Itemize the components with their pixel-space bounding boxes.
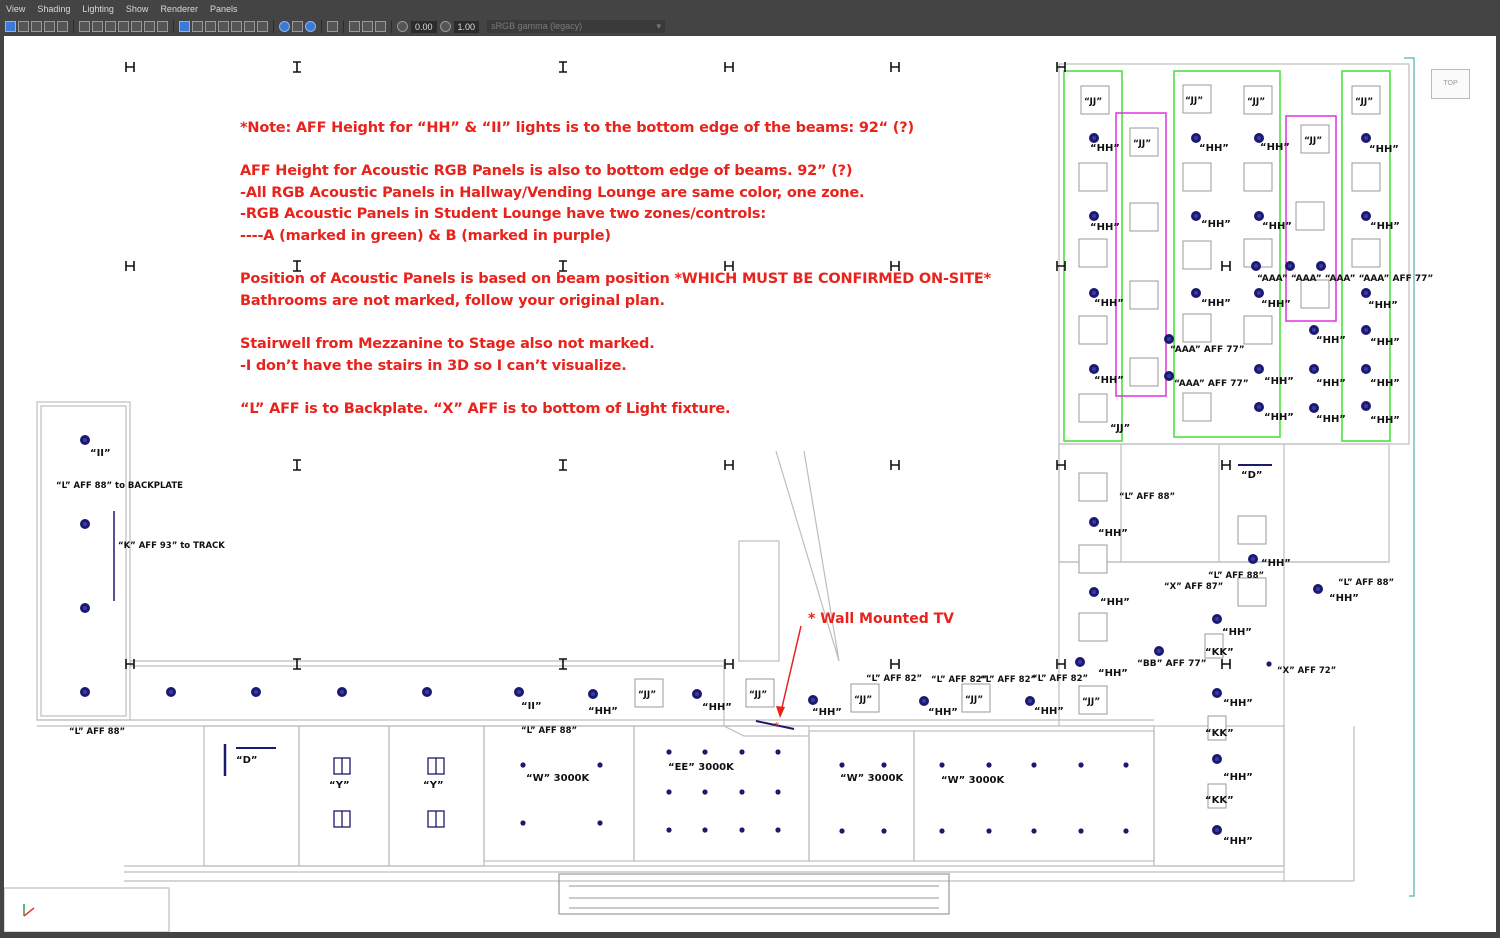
downlight <box>881 828 886 833</box>
note-line-11: -I don’t have the stairs in 3D so I can’t visualize. <box>240 357 627 374</box>
label-jj-c4: “JJ” <box>965 695 984 705</box>
label-y-1: “Y” <box>329 780 350 791</box>
label-hh-r2: “HH” <box>1261 558 1291 569</box>
downlight <box>739 789 744 794</box>
light-fixture <box>1309 364 1319 374</box>
note-line-13: “L” AFF is to Backplate. “X” AFF is to bottom of Light fixture. <box>240 400 731 417</box>
light-fixture <box>1089 364 1099 374</box>
downlight <box>702 789 707 794</box>
downlight <box>1031 762 1036 767</box>
note-line-12 <box>240 377 991 399</box>
downlights <box>520 661 1271 833</box>
light-fixture <box>1361 133 1371 143</box>
menu-renderer[interactable]: Renderer <box>160 4 198 14</box>
label-hh-c3: “HH” <box>812 707 842 718</box>
light-fixture <box>1254 364 1264 374</box>
label-jj-1: “JJ” <box>1084 97 1103 107</box>
label-hh-t18: “HH” <box>1370 378 1400 389</box>
bookmarks-icon[interactable] <box>31 21 42 32</box>
toolbar-separator <box>343 20 344 33</box>
note-line-4: -RGB Acoustic Panels in Student Lounge have two zones/controls: <box>240 206 766 223</box>
downlight <box>702 749 707 754</box>
shadows-icon[interactable] <box>257 21 268 32</box>
field-chart-icon[interactable] <box>144 21 155 32</box>
gamma-icon[interactable] <box>440 21 451 32</box>
label-l88-left: “L” AFF 88” <box>69 727 126 737</box>
label-jj-c2: “JJ” <box>749 690 768 700</box>
downlight <box>739 749 744 754</box>
acoustic-panel <box>1352 163 1380 191</box>
downlight <box>1031 828 1036 833</box>
light-fixture <box>1154 646 1164 656</box>
light-fixture <box>251 687 261 697</box>
downlight <box>775 789 780 794</box>
light-fixture <box>1089 133 1099 143</box>
beam-marker-h <box>891 62 899 72</box>
viewcube[interactable]: TOP <box>1431 69 1470 99</box>
beam-marker-h <box>891 659 899 669</box>
label-hh-t12: “HH” <box>1368 300 1398 311</box>
notes-block <box>240 118 991 420</box>
beam-marker-i <box>293 62 301 72</box>
light-fixture <box>1316 261 1326 271</box>
acoustic-panel <box>1183 241 1211 269</box>
light-fixture <box>808 695 818 705</box>
acoustic-panel <box>1079 394 1107 422</box>
bottom-frame <box>0 932 1500 938</box>
beam-marker-h <box>725 460 733 470</box>
label-jj-c3: “JJ” <box>854 695 873 705</box>
label-l82-4: “L” AFF 82” <box>1032 674 1089 684</box>
toolbar-separator <box>173 20 174 33</box>
label-l82-1: “L” AFF 82” <box>866 674 923 684</box>
label-kk-1: “KK” <box>1205 647 1234 658</box>
label-kk-2: “KK” <box>1205 728 1234 739</box>
label-hh-t19: “HH” <box>1264 412 1294 423</box>
light-fixture <box>1309 403 1319 413</box>
light-fixture <box>1075 657 1085 667</box>
light-fixture <box>80 519 90 529</box>
light-fixture <box>1164 371 1174 381</box>
light-fixture <box>919 696 929 706</box>
light-fixture <box>1164 334 1174 344</box>
acoustic-panel <box>1183 393 1211 421</box>
label-jj-6: “JJ” <box>1304 136 1323 146</box>
label-l-backplate: “L” AFF 88” to BACKPLATE <box>56 481 183 491</box>
light-fixture <box>1361 401 1371 411</box>
acoustic-panel <box>1079 316 1107 344</box>
label-x72: “X” AFF 72” <box>1277 666 1337 676</box>
film-gate-icon[interactable] <box>105 21 116 32</box>
beam-marker-h <box>1057 659 1065 669</box>
note-line-8: Bathrooms are not marked, follow your original plan. <box>240 292 665 309</box>
menu-shading[interactable]: Shading <box>37 4 71 14</box>
light-fixture <box>1212 614 1222 624</box>
note-line-3: -All RGB Acoustic Panels in Hallway/Vending Lounge are same color, one zone. <box>240 184 865 201</box>
beam-marker-i <box>559 460 567 470</box>
label-ii: “II” <box>90 448 111 459</box>
downlight <box>739 827 744 832</box>
light-fixture <box>1191 211 1201 221</box>
light-fixture <box>1313 584 1323 594</box>
acoustic-panel <box>1130 358 1158 386</box>
note-line-7: Position of Acoustic Panels is based on beam position *WHICH MUST BE CONFIRMED ON-SITE* <box>240 271 992 288</box>
downlight <box>702 827 707 832</box>
label-ee: “EE” 3000K <box>668 762 734 773</box>
safe-action-icon[interactable] <box>157 21 168 32</box>
downlight <box>1123 828 1128 833</box>
label-jj-5: “JJ” <box>1133 139 1152 149</box>
panel-toolbar <box>0 18 1500 35</box>
light-fixture <box>1248 554 1258 564</box>
label-hh-r7: “HH” <box>1223 698 1253 709</box>
aa-icon[interactable] <box>362 21 373 32</box>
label-hh-r8: “HH” <box>1223 772 1253 783</box>
light-fixture <box>588 689 598 699</box>
label-hh-r5: “HH” <box>1222 627 1252 638</box>
downlight <box>520 820 525 825</box>
label-w-3: “W” 3000K <box>941 775 1005 786</box>
light-fixture <box>1089 288 1099 298</box>
label-hh-t7: “HH” <box>1262 221 1292 232</box>
light-fixture <box>166 687 176 697</box>
light-fixture <box>1361 364 1371 374</box>
menu-panels[interactable]: Panels <box>209 4 238 14</box>
exposure-field[interactable]: 0.00 <box>411 21 437 33</box>
acoustic-panel <box>1183 163 1211 191</box>
label-hh-t10: “HH” <box>1201 298 1231 309</box>
label-x87: “X” AFF 87” <box>1164 582 1224 592</box>
label-hh-t11: “HH” <box>1261 299 1291 310</box>
label-hh-t15: “HH” <box>1094 375 1124 386</box>
downlight <box>597 820 602 825</box>
light-fixture <box>1361 288 1371 298</box>
cursor-icon[interactable] <box>327 21 338 32</box>
light-fixture <box>337 687 347 697</box>
toolbar-separator <box>321 20 322 33</box>
tv-marker: * <box>774 720 780 733</box>
label-hh-t17: “HH” <box>1316 378 1346 389</box>
downlight <box>1123 762 1128 767</box>
downlight <box>839 828 844 833</box>
note-line-2: AFF Height for Acoustic RGB Panels is also to bottom edge of beams. 92” (?) <box>240 163 853 180</box>
acoustic-panel <box>1238 516 1266 544</box>
note-line-1 <box>240 140 991 162</box>
acoustic-panel <box>1301 280 1329 308</box>
gate-mask-icon[interactable] <box>131 21 142 32</box>
toolbar-separator <box>391 20 392 33</box>
label-k-track: “K” AFF 93” to TRACK <box>118 541 225 551</box>
light-fixture <box>514 687 524 697</box>
resolution-gate-icon[interactable] <box>118 21 129 32</box>
downlight <box>666 749 671 754</box>
light-fixture <box>1212 754 1222 764</box>
label-hh-t14: “HH” <box>1370 337 1400 348</box>
beam-marker-i <box>293 460 301 470</box>
wall-mounted-tv-label: * Wall Mounted TV <box>808 611 955 627</box>
color-space-value: sRGB gamma (legacy) <box>491 21 583 31</box>
downlight <box>939 762 944 767</box>
label-hh-t13: “HH” <box>1316 335 1346 346</box>
label-bb77: “BB” AFF 77” <box>1137 659 1207 669</box>
xray-icon[interactable] <box>292 21 303 32</box>
light-fixture <box>80 603 90 613</box>
label-hh-t3: “HH” <box>1260 142 1290 153</box>
label-hh-r9: “HH” <box>1223 836 1253 847</box>
label-hh-c5: “HH” <box>1034 706 1064 717</box>
downlight <box>1078 762 1083 767</box>
note-line-5: ----A (marked in green) & B (marked in purple) <box>240 227 611 244</box>
gamma-field[interactable]: 1.00 <box>454 21 480 33</box>
downlight <box>939 828 944 833</box>
downlight <box>881 762 886 767</box>
beam-marker-h <box>891 460 899 470</box>
menu-lighting[interactable]: Lighting <box>82 4 114 14</box>
note-line-0: *Note: AFF Height for “HH” & “II” lights is to the bottom edge of the beams: 92“ (?) <box>240 120 914 136</box>
downlight <box>666 827 671 832</box>
beam-marker-h <box>126 261 134 271</box>
light-fixture <box>80 687 90 697</box>
downlight <box>597 762 602 767</box>
label-l88-corridor: “L” AFF 88” <box>521 726 578 736</box>
label-jj-bottom: “JJ” <box>1110 423 1131 434</box>
downlight <box>666 789 671 794</box>
downlight <box>1266 661 1271 666</box>
light-fixture <box>1254 402 1264 412</box>
downlight <box>520 762 525 767</box>
toolbar-separator <box>73 20 74 33</box>
note-line-10: Stairwell from Mezzanine to Stage also not marked. <box>240 335 655 352</box>
color-space-dropdown[interactable] <box>487 20 665 33</box>
isolate-select-icon[interactable] <box>279 21 290 32</box>
light-fixture <box>1361 325 1371 335</box>
acoustic-panel <box>1244 163 1272 191</box>
smooth-shade-icon[interactable] <box>192 21 203 32</box>
label-hh-r1: “HH” <box>1098 528 1128 539</box>
note-line-9 <box>240 312 991 334</box>
label-hh-r6: “HH” <box>1098 668 1128 679</box>
acoustic-panel <box>1238 578 1266 606</box>
downlight <box>775 827 780 832</box>
light-fixture <box>1025 696 1035 706</box>
label-hh-t20: “HH” <box>1316 414 1346 425</box>
light-fixture <box>1089 211 1099 221</box>
acoustic-panel <box>1079 473 1107 501</box>
light-fixture <box>1089 587 1099 597</box>
label-w-2: “W” 3000K <box>840 773 904 784</box>
toolbar-separator <box>273 20 274 33</box>
label-w-1: “W” 3000K <box>526 773 590 784</box>
exposure-icon[interactable] <box>397 21 408 32</box>
light-fixture <box>1361 211 1371 221</box>
xray-joints-icon[interactable] <box>305 21 316 32</box>
2d-pan-zoom-icon[interactable] <box>57 21 68 32</box>
label-hh-c2: “HH” <box>702 702 732 713</box>
acoustic-panel <box>1183 314 1211 342</box>
acoustic-panel <box>1079 163 1107 191</box>
beam-marker-h <box>126 62 134 72</box>
label-l88-right: “L” AFF 88” <box>1119 492 1176 502</box>
label-aaa77-2: “AAA” AFF 77” <box>1174 379 1249 389</box>
label-jj-c5: “JJ” <box>1082 697 1101 707</box>
label-hh-t4: “HH” <box>1369 144 1399 155</box>
wireframe-icon[interactable] <box>179 21 190 32</box>
label-d-lower: “D” <box>236 755 258 766</box>
menu-view[interactable]: View <box>6 4 26 14</box>
downlight <box>986 828 991 833</box>
use-default-material-icon[interactable] <box>205 21 216 32</box>
image-plane-icon[interactable] <box>44 21 55 32</box>
beam-marker-h <box>1222 659 1230 669</box>
downlight <box>986 762 991 767</box>
light-fixture <box>422 687 432 697</box>
label-d-right: “D” <box>1241 470 1263 481</box>
acoustic-panel <box>1244 316 1272 344</box>
label-hh-t2: “HH” <box>1199 143 1229 154</box>
dropdown-arrow-icon: ▾ <box>656 21 662 31</box>
beam-marker-h <box>725 659 733 669</box>
label-hh-r3: “HH” <box>1100 597 1130 608</box>
label-hh-r4: “HH” <box>1329 593 1359 604</box>
light-fixture <box>1251 261 1261 271</box>
label-l88-r3: “L” AFF 88” <box>1338 578 1395 588</box>
acoustic-panel <box>1079 239 1107 267</box>
acoustic-panel <box>1130 281 1158 309</box>
downlight <box>775 749 780 754</box>
beam-marker-h <box>725 62 733 72</box>
light-fixture <box>80 435 90 445</box>
light-fixture <box>1309 325 1319 335</box>
label-kk-3: “KK” <box>1205 795 1234 806</box>
beam-marker-h <box>1057 460 1065 470</box>
grease-pencil-icon[interactable] <box>79 21 90 32</box>
label-hh-c1: “HH” <box>588 706 618 717</box>
label-ii-corridor: “II” <box>521 701 542 712</box>
light-fixture <box>1089 517 1099 527</box>
label-hh-c4: “HH” <box>928 707 958 718</box>
label-hh-t21: “HH” <box>1370 415 1400 426</box>
acoustic-panel <box>1079 545 1107 573</box>
label-hh-t5: “HH” <box>1090 222 1120 233</box>
beam-marker-h <box>1222 261 1230 271</box>
light-fixture <box>1254 211 1264 221</box>
label-jj-c1: “JJ” <box>638 690 657 700</box>
light-fixture <box>692 689 702 699</box>
camera-attributes-icon[interactable] <box>18 21 29 32</box>
depth-of-field-icon[interactable] <box>375 21 386 32</box>
note-line-6 <box>240 248 991 270</box>
downlight <box>839 762 844 767</box>
acoustic-panel <box>1130 203 1158 231</box>
label-l88-r2: “L” AFF 88” <box>1208 571 1265 581</box>
label-hh-t6: “HH” <box>1201 219 1231 230</box>
label-y-2: “Y” <box>423 780 444 791</box>
acoustic-panel <box>1079 613 1107 641</box>
label-jj-3: “JJ” <box>1247 97 1266 107</box>
light-fixture <box>1191 288 1201 298</box>
light-fixture <box>1254 288 1264 298</box>
light-fixture <box>1285 261 1295 271</box>
label-l82-2: “L” AFF 82” <box>931 675 988 685</box>
light-fixture <box>1212 825 1222 835</box>
light-fixture <box>1191 133 1201 143</box>
top-orthographic-viewport[interactable] <box>4 36 1496 932</box>
label-hh-t8: “HH” <box>1370 221 1400 232</box>
select-camera-icon[interactable] <box>5 21 16 32</box>
downlight <box>1078 828 1083 833</box>
label-aaa77-1: “AAA” AFF 77” <box>1170 345 1245 355</box>
light-fixture <box>1212 688 1222 698</box>
beam-marker-i <box>559 62 567 72</box>
textured-icon[interactable] <box>231 21 242 32</box>
acoustic-panel <box>1352 239 1380 267</box>
axis-gizmo-icon <box>24 904 34 916</box>
menu-show[interactable]: Show <box>125 4 149 14</box>
label-aaa-row: “AAA” “AAA” “AAA” “AAA” AFF 77” <box>1257 274 1434 284</box>
snapshot-icon[interactable] <box>349 21 360 32</box>
beam-marker-h <box>1222 460 1230 470</box>
label-l82-3: “L” AFF 82” <box>980 675 1037 685</box>
label-hh-t1: “HH” <box>1090 143 1120 154</box>
acoustic-panel <box>1296 202 1324 230</box>
use-all-lights-icon[interactable] <box>244 21 255 32</box>
label-hh-t16: “HH” <box>1264 376 1294 387</box>
viewport-menu-bar <box>0 0 1500 18</box>
label-jj-2: “JJ” <box>1185 96 1204 106</box>
wireframe-on-shaded-icon[interactable] <box>218 21 229 32</box>
label-jj-4: “JJ” <box>1355 97 1374 107</box>
label-hh-t9: “HH” <box>1094 298 1124 309</box>
grid-icon[interactable] <box>92 21 103 32</box>
